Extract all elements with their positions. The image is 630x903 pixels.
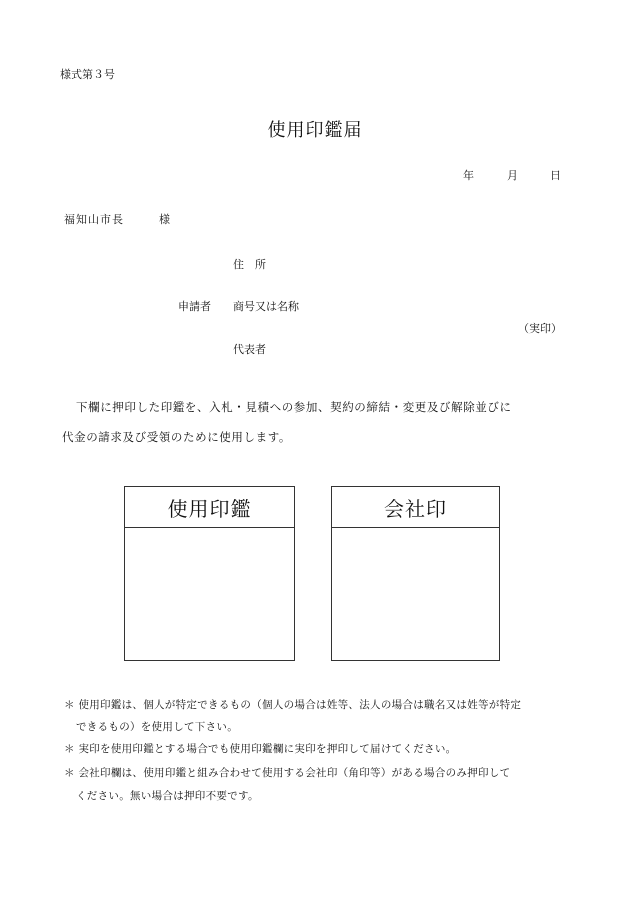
usage-seal-header: 使用印鑑 — [125, 487, 294, 528]
form-number: 様式第３号 — [60, 68, 115, 81]
company-seal-box — [331, 486, 500, 661]
note-2: ＊ 実印を使用印鑑とする場合でも使用印鑑欄に実印を押印して届けてください。 — [64, 743, 457, 755]
addressee-honorific: 様 — [159, 213, 170, 226]
note-1-line-1: ＊ 使用印鑑は、個人が特定できるもの（個人の場合は姓等、法人の場合は職名又は姓等が特定 — [64, 699, 522, 711]
note-1-line-2: できるもの）を使用して下さい。 — [76, 721, 238, 733]
note-3-line-1: ＊ 会社印欄は、使用印鑑と組み合わせて使用する会社印（角印等）がある場合のみ押印して — [64, 767, 511, 779]
applicant-label: 申請者 — [178, 300, 211, 313]
date-day-label: 日 — [550, 169, 561, 182]
address-label: 住 所 — [233, 258, 266, 271]
usage-seal-box — [124, 486, 295, 661]
registered-seal-note: （実印） — [518, 322, 562, 335]
date-year-label: 年 — [463, 169, 474, 182]
date-month-label: 月 — [507, 169, 518, 182]
representative-label: 代表者 — [233, 343, 266, 356]
company-name-label: 商号又は名称 — [233, 300, 299, 313]
body-text-line-1: 下欄に押印した印鑑を、入札・見積への参加、契約の締結・変更及び解除並びに — [76, 400, 512, 414]
company-seal-header: 会社印 — [332, 487, 499, 528]
document-title: 使用印鑑届 — [267, 120, 363, 141]
body-text-line-2: 代金の請求及び受領のために使用します。 — [62, 430, 291, 444]
addressee-name: 福知山市長 — [64, 213, 124, 226]
note-3-line-2: ください。無い場合は押印不要です。 — [76, 790, 259, 802]
